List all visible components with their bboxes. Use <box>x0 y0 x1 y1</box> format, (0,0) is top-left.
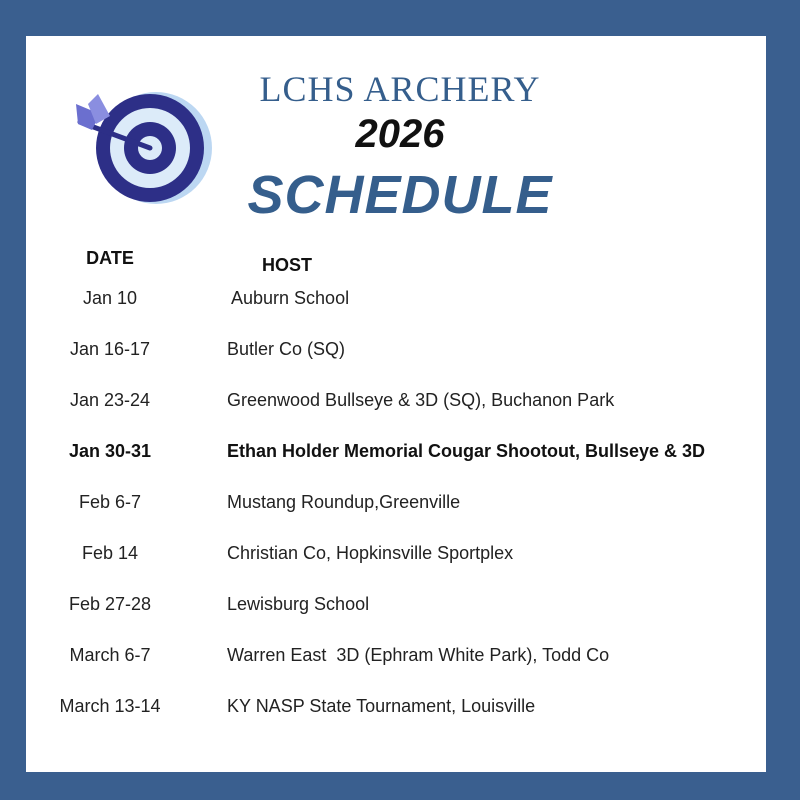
event-host: Warren East 3D (Ephram White Park), Todd Co <box>227 645 610 665</box>
archery-target-icon <box>74 86 214 212</box>
event-date: Feb 6-7 <box>78 492 142 512</box>
schedule-row <box>0 390 800 420</box>
event-host: Lewisburg School <box>227 594 370 614</box>
event-host: Ethan Holder Memorial Cougar Shootout, Bullseye & 3D <box>227 441 706 461</box>
schedule-row <box>0 645 800 675</box>
event-host: KY NASP State Tournament, Louisville <box>227 696 536 716</box>
event-date: Jan 23-24 <box>69 390 151 410</box>
column-header-host: HOST <box>262 255 313 275</box>
event-host: Mustang Roundup,Greenville <box>227 492 461 512</box>
page-title-schedule: SCHEDULE <box>247 165 553 225</box>
event-date: March 6-7 <box>69 645 151 665</box>
event-host: Greenwood Bullseye & 3D (SQ), Buchanon Park <box>227 390 615 410</box>
event-date: Feb 27-28 <box>68 594 152 614</box>
schedule-row <box>0 492 800 522</box>
event-date: Jan 30-31 <box>68 441 152 461</box>
schedule-row-featured <box>0 441 800 471</box>
event-host: Auburn School <box>231 288 350 308</box>
schedule-row <box>0 288 800 318</box>
schedule-row <box>0 339 800 369</box>
page-title-org: LCHS ARCHERY <box>259 69 541 109</box>
page-title-year: 2026 <box>355 112 445 156</box>
schedule-row <box>0 543 800 573</box>
event-host: Christian Co, Hopkinsville Sportplex <box>227 543 514 563</box>
event-date: Feb 14 <box>81 543 139 563</box>
event-date: March 13-14 <box>59 696 161 716</box>
event-date: Jan 10 <box>82 288 138 308</box>
event-date: Jan 16-17 <box>69 339 151 359</box>
schedule-row <box>0 594 800 624</box>
event-host: Butler Co (SQ) <box>227 339 346 359</box>
schedule-row <box>0 696 800 726</box>
column-header-date: DATE <box>86 248 134 268</box>
